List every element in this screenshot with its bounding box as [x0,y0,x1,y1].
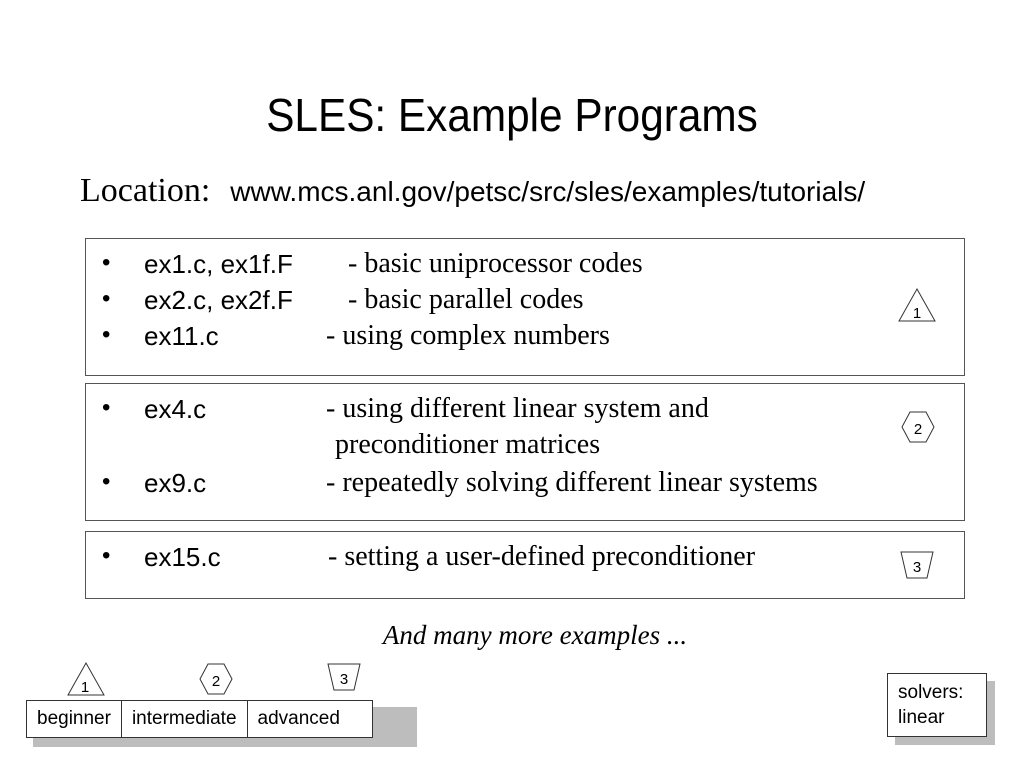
bullet: • [102,542,111,569]
level-legend [26,700,373,738]
beginner-triangle-icon [66,661,106,697]
file-name: ex2.c, ex2f.F [144,285,293,315]
level-badge: 2 [211,673,221,690]
example-box-3 [85,531,965,599]
level-badge: 1 [80,679,90,696]
bullet: • [102,321,111,348]
location-label: Location: [80,172,211,209]
file-name: ex1.c, ex1f.F [144,249,293,279]
level-badge: 3 [912,559,922,576]
page-title: SLES: Example Programs [266,89,758,141]
level-advanced: advanced [257,708,340,729]
level-badge: 1 [912,305,922,322]
bullet: • [102,249,111,276]
level-diamond-icon [900,410,936,444]
example-box-2 [85,383,965,521]
file-description: - repeatedly solving different linear systems [326,467,818,498]
level-inverted-triangle-icon [899,550,935,580]
file-description: preconditioner matrices [335,429,601,460]
file-description: - basic parallel codes [348,284,584,315]
file-name: ex15.c [144,542,221,572]
level-intermediate: intermediate [122,701,248,737]
file-description: - basic uniprocessor codes [348,248,643,279]
solvers-line-1: solvers: [898,682,964,703]
file-name: ex9.c [144,468,207,498]
solvers-tag [887,673,987,737]
file-description: - setting a user-defined preconditioner [328,541,756,572]
file-description: - using different linear system and [326,393,709,424]
bullet: • [102,394,111,421]
solvers-line-2: linear [898,707,945,728]
location-line [80,172,865,210]
bullet: • [102,285,111,312]
level-badge: 3 [339,671,349,688]
file-name: ex4.c [144,394,207,424]
level-badge: 2 [913,421,923,438]
file-name: ex11.c [144,321,219,351]
level-triangle-icon [897,287,937,323]
intermediate-diamond-icon [197,662,235,696]
more-examples-note: And many more examples ... [382,620,688,650]
location-url: www.mcs.anl.gov/petsc/src/sles/examples/tutorials/ [230,176,866,207]
advanced-inverted-triangle-icon [326,662,362,692]
file-description: - using complex numbers [326,320,610,351]
bullet: • [102,468,111,495]
example-box-1 [85,238,965,376]
level-beginner: beginner [27,701,122,737]
